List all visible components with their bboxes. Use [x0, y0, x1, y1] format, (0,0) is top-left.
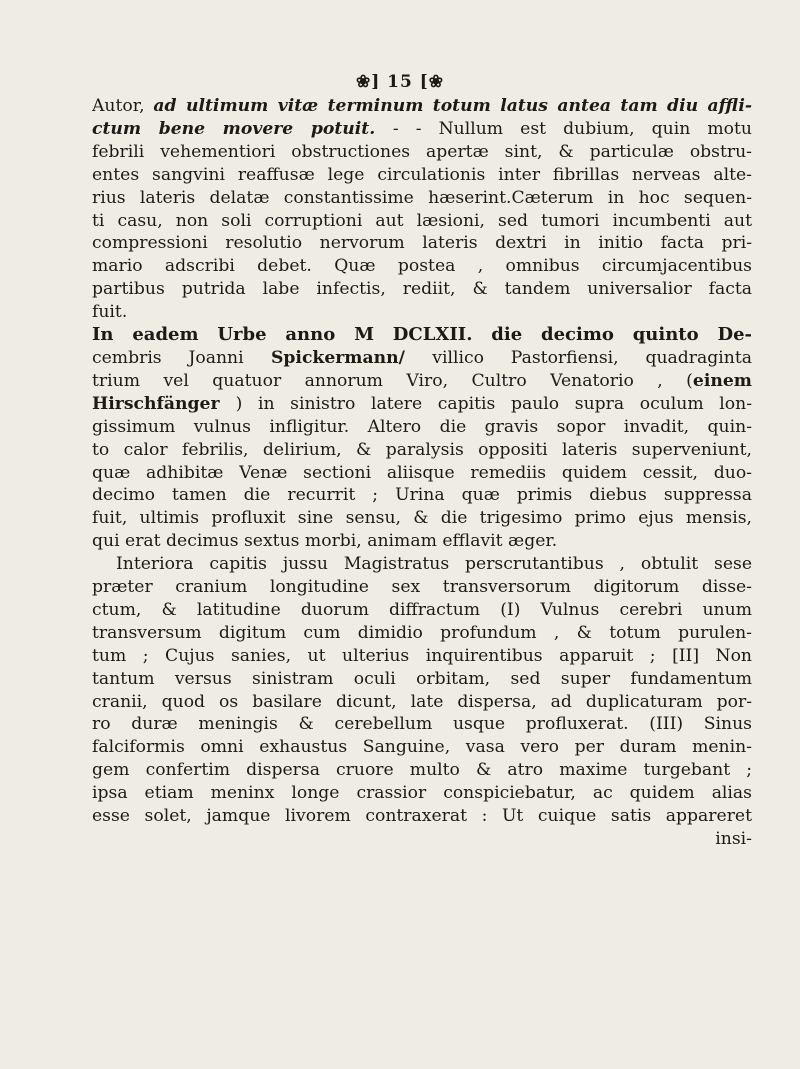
text-run: esse solet, jamque livorem contraxerat : Ut cuique satis appareret	[92, 806, 752, 827]
text-line	[92, 416, 752, 439]
text-line	[92, 347, 752, 370]
text-run: qui erat decimus sextus morbi, animam efflavit æger.	[92, 531, 558, 552]
text-line	[92, 301, 752, 324]
text-run: febrili vehementiori obstructiones apertæ sint, & particulæ obstru-	[92, 141, 752, 162]
text-line	[92, 805, 752, 828]
text-line	[92, 713, 752, 736]
text-run: compressioni resolutio nervorum lateris dextri in initio facta pri-	[92, 233, 752, 254]
text-run: quæ adhibitæ Venæ sectioni aliisque remediis quidem cessit, duo-	[92, 462, 752, 483]
text-run: rius lateris delatæ constantissime hæserint.Cæterum in hoc sequen-	[92, 187, 752, 208]
text-line	[92, 622, 752, 645]
text-run: entes sangvini reaffusæ lege circulationis inter fibrillas nerveas alte-	[92, 164, 752, 185]
text-line	[92, 232, 752, 255]
text-run: gissimum vulnus infligitur. Altero die gravis sopor invadit, quin-	[92, 416, 752, 437]
text-run: ti casu, non soli corruptioni aut læsioni, sed tumori incumbenti aut	[92, 210, 752, 231]
text-run: ro duræ meningis & cerebellum usque profluxerat. (III) Sinus	[92, 714, 752, 735]
text-line	[92, 324, 752, 347]
text-line	[92, 668, 752, 691]
blackletter-run: einem	[692, 370, 752, 391]
italic-run: ctum bene movere potuit.	[92, 118, 393, 139]
text-run: partibus putrida labe infectis, rediit, & tandem universalior facta	[92, 279, 752, 300]
text-run: fuit.	[92, 302, 128, 323]
text-line	[92, 645, 752, 668]
text-line	[92, 370, 752, 393]
text-run: villico Pastorfiensi, quadraginta	[432, 347, 752, 368]
text-run: Interiora capitis jussu Magistratus perscrutantibus , obtulit sese	[116, 554, 752, 575]
text-run: cranii, quod os basilare dicunt, late dispersa, ad duplicaturam por-	[92, 691, 752, 712]
text-line	[92, 118, 752, 141]
text-run: ipsa etiam meninx longe crassior conspiciebatur, ac quidem alias	[92, 783, 752, 804]
text-run: ctum, & latitudine duorum diffractum (I) Vulnus cerebri unum	[92, 599, 752, 620]
text-run: to calor febrilis, delirium, & paralysis oppositi lateris superveniunt,	[92, 439, 752, 460]
body-text	[92, 95, 752, 851]
text-line	[92, 484, 752, 507]
text-line	[92, 187, 752, 210]
text-line	[92, 141, 752, 164]
blackletter-run: Hirschfänger	[92, 393, 236, 414]
text-line	[92, 530, 752, 553]
text-line	[92, 95, 752, 118]
page-header: ❀] 15 [❀	[355, 72, 445, 92]
text-run: mario adscribi debet. Quæ postea , omnibus circumjacentibus	[92, 256, 752, 277]
text-run: insi-	[715, 829, 752, 849]
text-run: ) in sinistro latere capitis paulo supra oculum lon-	[235, 393, 752, 414]
text-run: In eadem Urbe anno M DCLXII. die decimo quinto De-	[92, 324, 752, 346]
text-line	[92, 462, 752, 485]
text-line	[92, 255, 752, 278]
text-run: gem confertim dispersa cruore multo & atro maxime turgebant ;	[92, 760, 752, 781]
text-run: fuit, ultimis profluxit sine sensu, & die trigesimo primo ejus mensis,	[92, 508, 752, 529]
text-line	[92, 576, 752, 599]
text-run: tum ; Cujus sanies, ut ulterius inquirentibus apparuit ; [II] Non	[92, 645, 752, 666]
text-line	[92, 736, 752, 759]
text-run: falciformis omni exhaustus Sanguine, vasa vero per duram menin-	[92, 737, 752, 758]
text-line	[92, 691, 752, 714]
text-line	[92, 599, 752, 622]
text-run: Autor,	[92, 96, 154, 116]
text-line	[92, 278, 752, 301]
text-line	[92, 439, 752, 462]
text-run: præter cranium longitudine sex transversorum digitorum disse-	[92, 577, 752, 598]
italic-run: ad ultimum vitæ terminum totum latus antea tam diu affli-	[153, 96, 752, 116]
blackletter-run: Spickermann/	[243, 347, 433, 368]
text-line	[92, 759, 752, 782]
text-run: trium vel quatuor annorum Viro, Cultro Venatorio , (	[92, 370, 693, 391]
text-run: decimo tamen die recurrit ; Urina quæ primis diebus suppressa	[92, 485, 752, 506]
text-run: transversum digitum cum dimidio profundum , & totum purulen-	[92, 622, 752, 643]
text-line	[92, 782, 752, 805]
text-line	[92, 210, 752, 233]
text-line	[92, 828, 752, 851]
text-line	[92, 507, 752, 530]
text-line	[92, 164, 752, 187]
text-line	[92, 553, 752, 576]
text-line	[92, 393, 752, 416]
text-run: tantum versus sinistram oculi orbitam, sed super fundamentum	[92, 668, 752, 689]
text-run: - - Nullum est dubium, quin motu	[392, 118, 752, 139]
text-run: cembris Joanni	[92, 347, 244, 368]
